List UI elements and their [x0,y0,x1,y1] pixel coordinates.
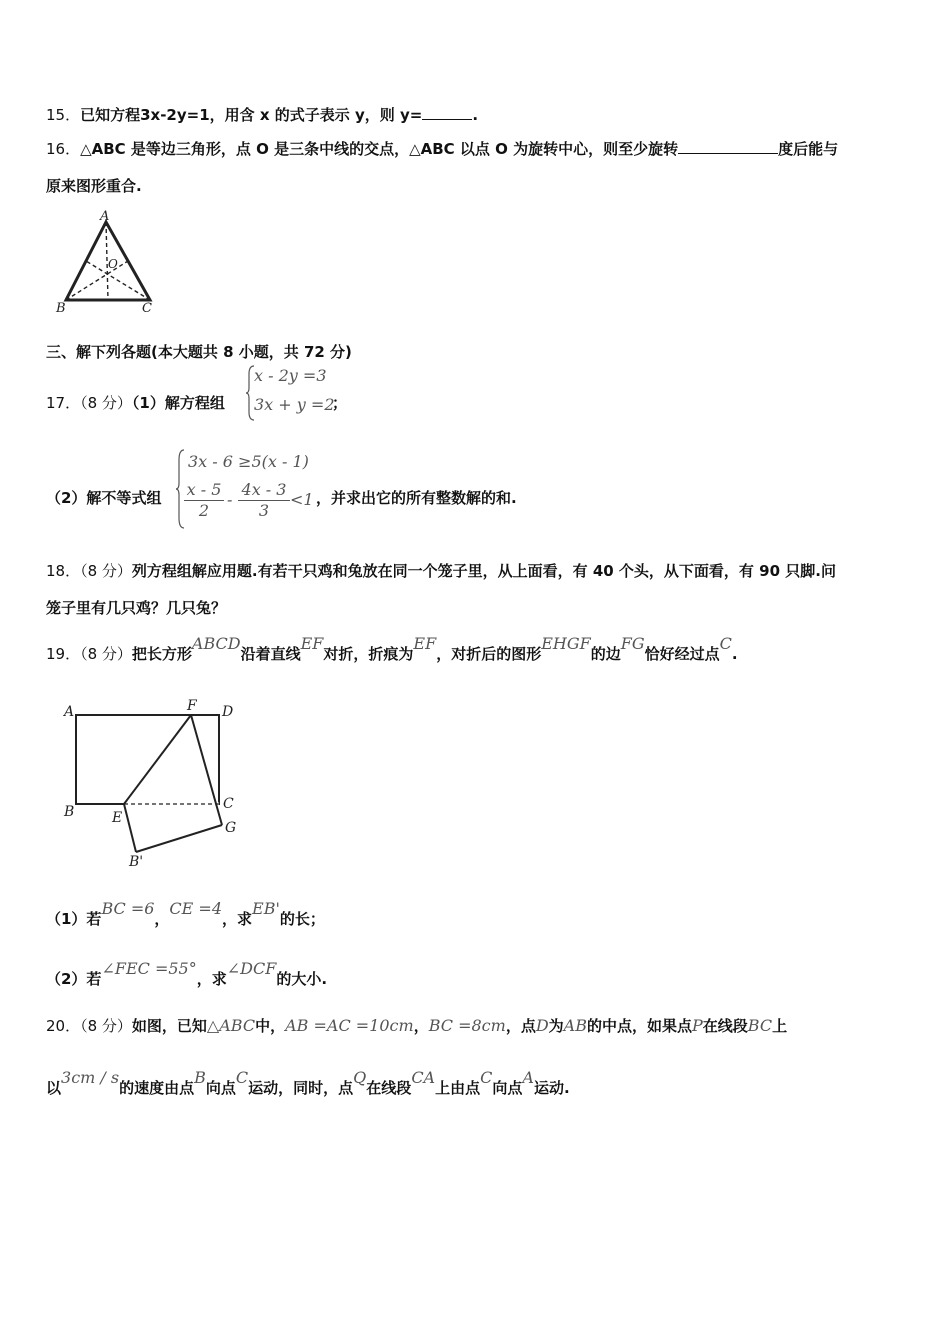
q19-text-3: 对折，折痕为 [323,645,414,663]
q15-text: 已知方程3x-2y=1，用含 x 的式子表示 y，则 y= [80,106,423,124]
q19-math-5: FG [620,634,645,653]
q17-equation-2: 3x + y =2 [254,395,335,414]
q19-sub2-math-2: ∠DCF [226,959,277,978]
fig19-label-d: D [222,704,234,720]
q16-text: △ABC 是等边三角形，点 O 是三条中线的交点，△ABC 以点 O 为旋转中心，则至少旋转 [80,140,679,158]
q19-text-7: . [731,645,738,663]
q18-number: 18． [46,562,81,580]
q19-sub2-label: （2）若 [46,970,102,988]
fig16-label-o: O [108,257,118,271]
q19-sub2-mid: ，求 [196,970,227,988]
q20-math-7: BC [747,1016,773,1035]
q17-fraction-1-numerator: x - 5 [186,480,222,499]
triangle-figure [52,208,162,316]
q20-number: 20． [46,1017,81,1035]
q20-line2-text-0: 以 [46,1079,62,1097]
q20-line2-math-1: 3cm / s [61,1068,120,1087]
q20-line2-text-7: 运动. [533,1079,570,1097]
q19-sub2-end: 的大小. [276,970,328,988]
fig19-label-g: G [225,820,237,836]
q20-math-1: △ABC [206,1016,256,1035]
q17-fraction-2 [238,480,290,520]
q19-sub2 [46,959,328,989]
q19-sub2-math-1: ∠FEC =55° [101,959,197,978]
q20-line2-text-6: 向点 [492,1079,523,1097]
q20-text-7: 在线段 [702,1017,748,1035]
q19-sub1-label: （1）若 [46,910,102,928]
section3-heading: 三、解下列各题(本大题共 8 小题，共 72 分) [46,343,352,361]
q19-math-6: C [719,634,732,653]
q20-line2-math-7: A [522,1068,534,1087]
fig16-label-c: C [142,301,152,316]
q19-text-1: 把长方形 [131,645,192,663]
fig19-label-a: A [64,704,75,720]
q16-number: 16． [46,140,81,158]
q16-line1 [46,138,838,159]
q17-minus: - [227,490,233,509]
q20-line2-math-5: CA [411,1068,436,1087]
fig16-label-b: B [56,301,66,316]
q20-text-4: ，点 [505,1017,536,1035]
q20-score: （8 分） [80,1017,132,1035]
q19-sub1-math-1: BC =6 [101,899,155,918]
q18-line2: 笼子里有几只鸡？几只兔？ [46,599,227,617]
q17-part2-label: （2）解不等式组 [46,489,162,507]
q17-part2-end: ，并求出它的所有整数解的和. [316,489,517,507]
q20-text-1: 如图，已知 [131,1017,207,1035]
q20-line1 [46,1015,787,1036]
q19-math-2: EF [300,634,324,653]
fig19-label-b-prime: B' [129,854,144,870]
q16-line2: 原来图形重合. [46,177,142,195]
q18-text: 列方程组解应用题.有若干只鸡和兔放在同一个笼子里，从上面看，有 40 个头，从下面看，有 90 只脚.问 [131,562,836,580]
q20-text-8: 上 [772,1017,788,1035]
q19-sub1-sep: ， [154,910,170,928]
q15-answer-blank [422,105,472,120]
q20-text-5: 为 [548,1017,564,1035]
q17-score: （8 分） [80,394,132,412]
q17-less-than: <1 [290,490,314,509]
q19-text-5: 的边 [590,645,621,663]
q20-line2 [46,1068,570,1098]
q20-line2-text-2: 向点 [205,1079,236,1097]
fig16-label-a: A [100,209,110,224]
fig19-label-e: E [112,810,123,826]
q19-math-3: EF [413,634,437,653]
q19-sub1-math-3: EB' [252,899,280,918]
q20-text-6: 的中点，如果点 [586,1017,692,1035]
q19-text-6: 恰好经过点 [644,645,720,663]
q19-math-1: ABCD [191,634,241,653]
q20-math-3: BC =8cm [428,1016,506,1035]
q20-text-3: ， [413,1017,429,1035]
q20-line2-math-3: C [235,1068,249,1087]
q17-inequality-1: 3x - 6 ≥5(x - 1) [188,452,309,471]
folded-rectangle-figure [56,694,256,874]
q17-fraction-1 [184,480,224,520]
q19-text-4: ，对折后的图形 [436,645,542,663]
q20-line2-math-2: B [194,1068,206,1087]
q17-part1-label: （1）解方程组 [131,394,225,412]
q20-line2-math-4: Q [353,1068,367,1087]
q19-line [46,634,738,664]
fig19-label-f: F [187,698,197,714]
q18-score: （8 分） [80,562,132,580]
fig19-label-b: B [64,804,75,820]
q19-number: 19． [46,645,81,663]
q15-end: . [472,106,479,124]
q20-math-5: AB [563,1016,587,1035]
q20-math-6: P [692,1016,703,1035]
q18-line1 [46,560,836,581]
q20-line2-text-5: 上由点 [435,1079,481,1097]
q20-math-2: AB =AC =10cm [285,1016,414,1035]
q20-line2-text-4: 在线段 [366,1079,412,1097]
q20-math-4: D [535,1016,549,1035]
q15-line [46,104,478,125]
q19-sub1-mid: ，求 [222,910,253,928]
q19-text-2: 沿着直线 [240,645,301,663]
q17-equation-system [246,364,336,422]
q17-number: 17． [46,394,81,412]
q20-line2-math-6: C [480,1068,493,1087]
q17-fraction-1-denominator: 2 [184,500,224,520]
q19-sub1 [46,899,325,929]
q20-line2-text-1: 的速度由点 [119,1079,195,1097]
q20-text-2: 中， [255,1017,286,1035]
q17-part1-end: ； [332,394,348,412]
q19-math-4: EHGF [541,634,591,653]
q19-sub1-math-2: CE =4 [169,899,223,918]
q20-line2-text-3: 运动，同时，点 [248,1079,354,1097]
q17-fraction-2-denominator: 3 [238,500,290,520]
q17-equation-1: x - 2y =3 [254,366,327,385]
q16-text-end: 度后能与 [778,140,839,158]
q17-fraction-2-numerator: 4x - 3 [241,480,287,499]
q15-number: 15． [46,106,81,124]
q19-score: （8 分） [80,645,132,663]
q19-sub1-end: 的长； [279,910,325,928]
q17-part1 [46,392,225,413]
q16-answer-blank [678,139,778,154]
fig19-label-c: C [223,796,234,812]
